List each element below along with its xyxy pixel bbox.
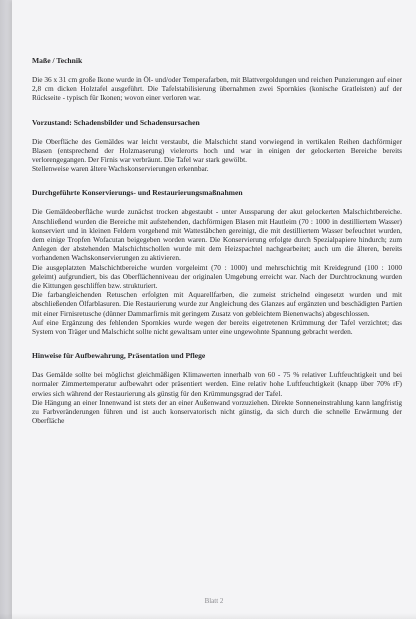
paragraph: Auf eine Ergänzung des fehlenden Spornkies wurde wegen der bereits eigetretenen Krümmung der Tafel verzichtet; das System von Träger und Malschicht sollte nicht gewaltsam unter eine ungewohnte Spannung gebracht werden. — [32, 317, 402, 337]
section-measures — [32, 188, 402, 336]
paragraph: Die farbangleichenden Retuschen erfolgten mit Aquarellfarben, die zumeist strichelnd eingesetzt wurden und mit abschließenden Ölfarblasuren. Die Restaurierung wurde zur Angleichung des Glanzes auf ergänzten und beschädigten Partien mit einer Firnisretusche (dünner Dammarfirnis mit geringem Zusatz von gebleichtem Bienenwachs) abgeschlossen. — [32, 290, 402, 318]
section-heading: Maße / Technik — [32, 56, 83, 65]
section-heading: Vorzustand: Schadensbilder und Schadensursachen — [32, 117, 200, 127]
section-prior-condition — [32, 118, 402, 174]
bottom-shadow — [0, 613, 416, 619]
paragraph: Das Gemälde sollte bei möglichst gleichmäßigen Klimawerten innerhalb von 60 - 75 % relativer Luftfeuchtigkeit und bei normaler Zimmertemperatur aufbewahrt oder präsentiert werden. Eine relativ hohe Luftfeuchtigkeit (knapp über 70% rF) erwies sich während der Restaurierung als günstig für den Krümmungsgrad der Tafel. — [32, 370, 402, 398]
section-heading: Durchgeführte Konservierungs- und Restaurierungsmaßnahmen — [32, 188, 243, 198]
document-body — [32, 56, 402, 440]
paragraph: Die 36 x 31 cm große Ikone wurde in Öl- und/oder Temperafarben, mit Blattvergoldungen und reichen Punzierungen auf einer 2,8 cm dicken Holztafel ausgeführt. Die Tafelstabilisierung übernahmen zwei Spornkies (konische Gratleisten) auf der Rückseite - typisch für Ikonen; wovon einer verloren war. — [32, 75, 402, 103]
paragraph: Stellenweise waren ältere Wachskonservierungen erkennbar. — [32, 164, 209, 174]
page-number: Blatt 2 — [204, 597, 224, 605]
paragraph: Die Oberfläche des Gemäldes war leicht verstaubt, die Malschicht stand vorwiegend in vertikalen Reihen dachförmiger Blasen (entsprechend der Holzmaserung) vielerorts hoch und war in einigen der gelockerten Bereiche bereits verlorengegangen. Der Firnis war verbräunt. Die Tafel war stark gewölbt. — [32, 136, 402, 165]
paragraph: Die Gemäldeoberfläche wurde zunächst trocken abgestaubt - unter Aussparung der akut gelockerten Malschichtbereiche. Anschließend wurden die Bereiche mit aufstehenden, dachförmigen Blasen mit Hautleim (70 : 1000 in destilliertem Wasser) konserviert und in kleinen Feldern vorgehend mit Wattestäbchen gereinigt, die mit destilliertem Wasser befeuchtet wurden, dem einige Tropfen Wofacutan beigegeben worden waren. Die Konservierung erfolgte durch Spezialpapiere hindurch; zum Anlegen der abstehenden Malschichtschollen wurde mit dem Heizspachtel nachgearbeitet; auch um die älteren, bereits vorhandenen Wachskonservierungen zu aktivieren. — [32, 207, 402, 263]
paragraph: Die Hängung an einer Innenwand ist stets der an einer Außenwand vorzuziehen. Direkte Sonneneinstrahlung kann langfristig zu Farbveränderungen führen und ist auch konservatorisch nicht günstig, da sich durch die schnelle Erwärmung der Oberfläche — [32, 397, 402, 426]
section-storage-care — [32, 351, 402, 425]
document-page — [12, 0, 416, 619]
section-heading: Hinweise für Aufbewahrung, Präsentation und Pflege — [32, 351, 206, 361]
paragraph: Die ausgeplatzten Malschichtbereiche wurden vorgeleimt (70 : 1000) und mehrschichtig mit Kreidegrund (100 : 1000 geleimt) aufgrundiert, bis das Oberflächenniveau der originalen Umgebung erreicht war. Nach der Durchtrocknung wurden die Kittungen geschliffen bzw. strukturiert. — [32, 262, 402, 291]
section-technique — [32, 56, 402, 103]
